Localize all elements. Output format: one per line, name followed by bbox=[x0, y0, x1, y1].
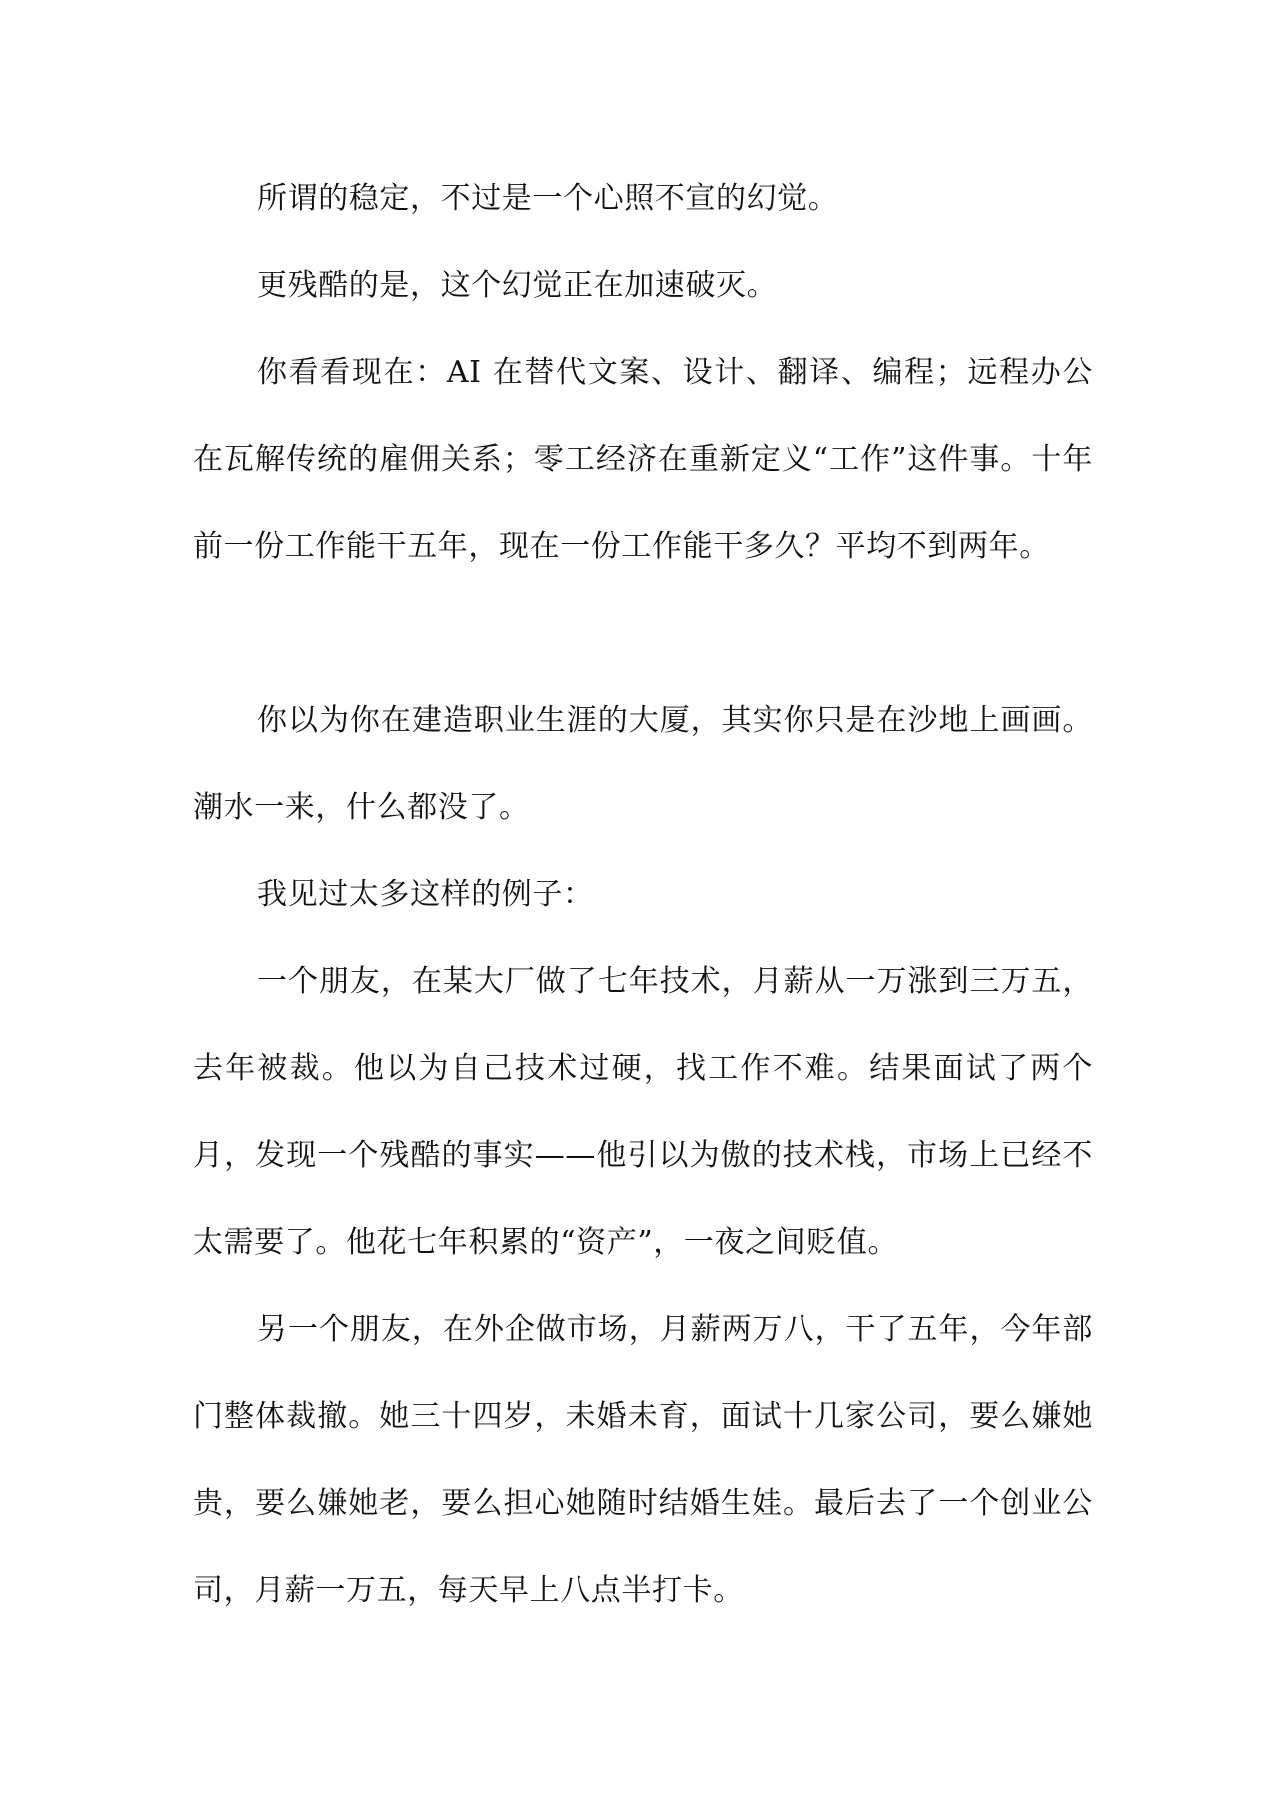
paragraph: 你看看现在：AI 在替代文案、设计、翻译、编程；远程办公在瓦解传统的雇佣关系；零工经济在重新定义“工作”这件事。十年前一份工作能干五年，现在一份工作能干多久？平均不到两年。 bbox=[193, 355, 1093, 564]
paragraph: 另一个朋友，在外企做市场，月薪两万八，干了五年，今年部门整体裁撤。她三十四岁，未婚未育，面试十几家公司，要么嫌她贵，要么嫌她老，要么担心她随时结婚生娃。最后去了一个创业公司，月薪一万五，每天早上八点半打卡。 bbox=[193, 1312, 1093, 1608]
paragraph: 我见过太多这样的例子： bbox=[257, 877, 594, 912]
paragraph: 你以为你在建造职业生涯的大厦，其实你只是在沙地上画画。潮水一来，什么都没了。 bbox=[193, 703, 1093, 825]
paragraph: 所谓的稳定，不过是一个心照不宣的幻觉。 bbox=[257, 181, 839, 216]
paragraph: 一个朋友，在某大厂做了七年技术，月薪从一万涨到三万五，去年被裁。他以为自己技术过硬，找工作不难。结果面试了两个月，发现一个残酷的事实——他引以为傲的技术栈，市场上已经不太需要了。他花七年积累的“资产”，一夜之间贬值。 bbox=[193, 964, 1093, 1260]
paragraph: 更残酷的是，这个幻觉正在加速破灭。 bbox=[257, 268, 778, 303]
